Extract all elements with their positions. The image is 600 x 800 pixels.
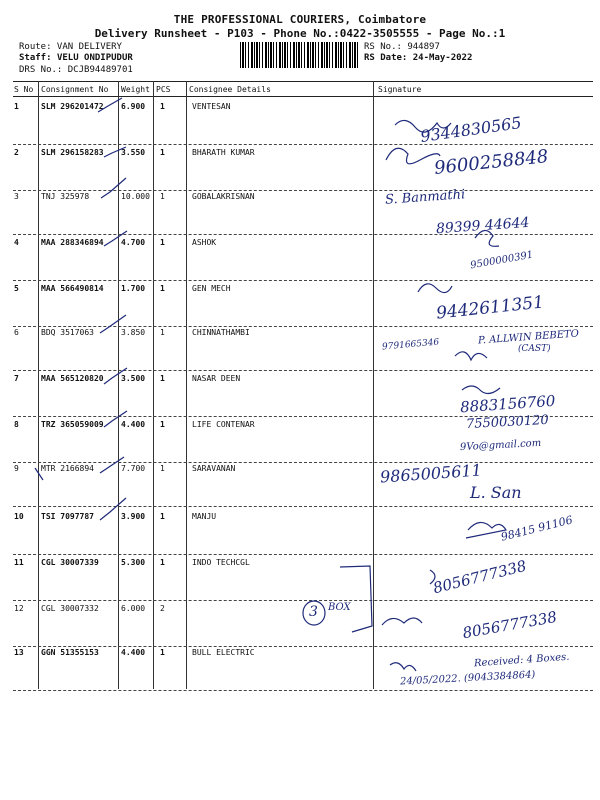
row-sno: 4 [14,238,19,247]
row-consignment-no: MTR 2166894 [41,464,94,473]
row-weight: 4.700 [121,238,146,247]
handwritten-phone: 9791665346 [381,337,440,353]
tick-mark [100,457,124,473]
row-weight: 6.900 [121,102,146,111]
row-consignee: MANJU [192,512,217,521]
handwritten-date-phone: 24/05/2022. (9043384864) [399,669,536,688]
tick-mark [104,368,127,384]
tick-mark [100,498,126,520]
row-consignee: LIFE CONTENAR [192,420,255,429]
signature-scribble [418,284,452,293]
signature-scribble [390,663,416,671]
handwritten-phone: 9344830565 [419,113,523,146]
row-consignee: NASAR DEEN [192,374,241,383]
row-pcs: 1 [160,238,165,247]
handwritten-name: S. Banmathi [384,187,466,208]
row-consignment-no: CGL 30007332 [41,604,99,613]
handwritten-phone: 89399 44644 [435,214,530,238]
bracket-line [340,566,372,632]
col-consignment-header: Consignment No [41,85,109,94]
handwritten-phone: 9442611351 [435,292,545,324]
row-consignment-no: BDQ 3517063 [41,328,94,337]
row-consignee: BHARATH KUMAR [192,148,255,157]
row-consignment-no: SLM 296158283 [41,148,104,157]
row-weight: 3.500 [121,374,146,383]
route-label: Route: VAN DELIVERY [19,42,122,52]
handwritten-phone: 8883156760 [459,391,556,417]
handwritten-receipt: Received: 4 Boxes. [473,651,570,670]
row-pcs: 1 [160,284,165,293]
col-weight-header: Weight [121,85,150,94]
row-pcs: 1 [160,374,165,383]
col-consignee-header: Consignee Details [189,85,271,94]
handwritten-email: 9Vo@gmail.com [459,437,542,454]
box-count-word: BOX [328,602,351,613]
row-consignment-no: MAA 565120820 [41,374,104,383]
tick-mark [104,231,127,246]
row-weight: 1.700 [121,284,146,293]
row-sno: 3 [14,192,19,201]
row-consignment-no: TNJ 325978 [41,192,90,201]
row-pcs: 1 [160,328,165,337]
row-pcs: 1 [160,192,165,201]
row-consignment-no: TRZ 365059009 [41,420,104,429]
handwritten-phone: 8056777338 [431,556,529,598]
tick-mark [104,147,126,157]
rs-date: RS Date: 24-May-2022 [364,53,473,63]
handwritten-phone: 98415 91106 [499,513,574,544]
row-weight: 7.700 [121,464,146,473]
tick-mark [101,178,126,198]
staff-label: Staff: [19,53,52,63]
row-sno: 1 [14,102,19,111]
row-pcs: 2 [160,604,165,613]
row-pcs: 1 [160,648,165,657]
row-sno: 8 [14,420,19,429]
row-consignee: ASHOK [192,238,217,247]
tick-mark [35,468,43,480]
signature-scribble [382,618,422,625]
row-pcs: 1 [160,102,165,111]
row-pcs: 1 [160,512,165,521]
signature-scribble [386,148,440,164]
row-weight: 6.000 [121,604,146,613]
row-weight: 3.850 [121,328,146,337]
row-consignment-no: MAA 566490814 [41,284,104,293]
row-sno: 5 [14,284,19,293]
rs-number: RS No.: 944897 [364,42,440,52]
row-weight: 3.550 [121,148,146,157]
col-signature-header: Signature [378,85,422,94]
row-weight: 3.900 [121,512,146,521]
row-consignee: GEN MECH [192,284,231,293]
row-pcs: 1 [160,464,165,473]
drs-number: DRS No.: DCJB94489701 [19,65,133,75]
handwritten-phone: 9865005611 [379,460,483,487]
handwritten-phone: 8056777338 [461,607,559,643]
row-consignment-no: MAA 288346894 [41,238,104,247]
row-sno: 13 [14,648,24,657]
row-consignee: GOBALAKRISNAN [192,192,255,201]
row-sno: 9 [14,464,19,473]
staff-value: VELU ONDIPUDUR [56,53,133,63]
row-sno: 10 [14,512,24,521]
row-weight: 4.400 [121,648,146,657]
col-sno-header: S No [14,85,34,94]
row-weight: 5.300 [121,558,146,567]
runsheet-title: THE PROFESSIONAL COURIERS, Coimbatore [173,13,427,26]
handwritten-name: P. ALLWIN BEBETO [477,328,580,347]
handwritten-note: (CAST) [518,344,551,354]
runsheet-subtitle: Delivery Runsheet - P103 - Phone No.:0422-3505555 - Page No.:1 [94,27,506,40]
row-sno: 12 [14,604,24,613]
signature-scribble [462,386,500,394]
handwritten-phone: 9600258848 [433,146,550,179]
row-consignee: SARAVANAN [192,464,236,473]
signature-scribble [455,352,487,360]
handwritten-phone: 9500000391 [469,249,535,272]
row-consignment-no: TSI 7097787 [41,512,94,521]
tick-mark [98,98,122,112]
row-consignment-no: GGN 51355153 [41,648,99,657]
col-pcs-header: PCS [156,85,171,94]
row-sno: 7 [14,374,19,383]
row-consignee: VENTESAN [192,102,231,111]
row-sno: 6 [14,328,19,337]
handwritten-name: L. San [470,483,522,502]
handwritten-phone: 7550030120 [465,412,550,433]
row-consignee: INDO TECHCGL [192,558,250,567]
row-pcs: 1 [160,148,165,157]
tick-mark [104,411,127,427]
row-consignment-no: SLM 296201472 [41,102,104,111]
row-consignee: CHINNATHAMBI [192,328,250,337]
row-sno: 2 [14,148,19,157]
row-consignment-no: CGL 30007339 [41,558,99,567]
row-weight: 10.000 [121,192,150,201]
row-pcs: 1 [160,420,165,429]
box-count-number: 3 [309,604,318,620]
row-pcs: 1 [160,558,165,567]
row-weight: 4.400 [121,420,146,429]
row-consignee: BULL ELECTRIC [192,648,255,657]
tick-mark [100,315,126,333]
row-sno: 11 [14,558,24,567]
